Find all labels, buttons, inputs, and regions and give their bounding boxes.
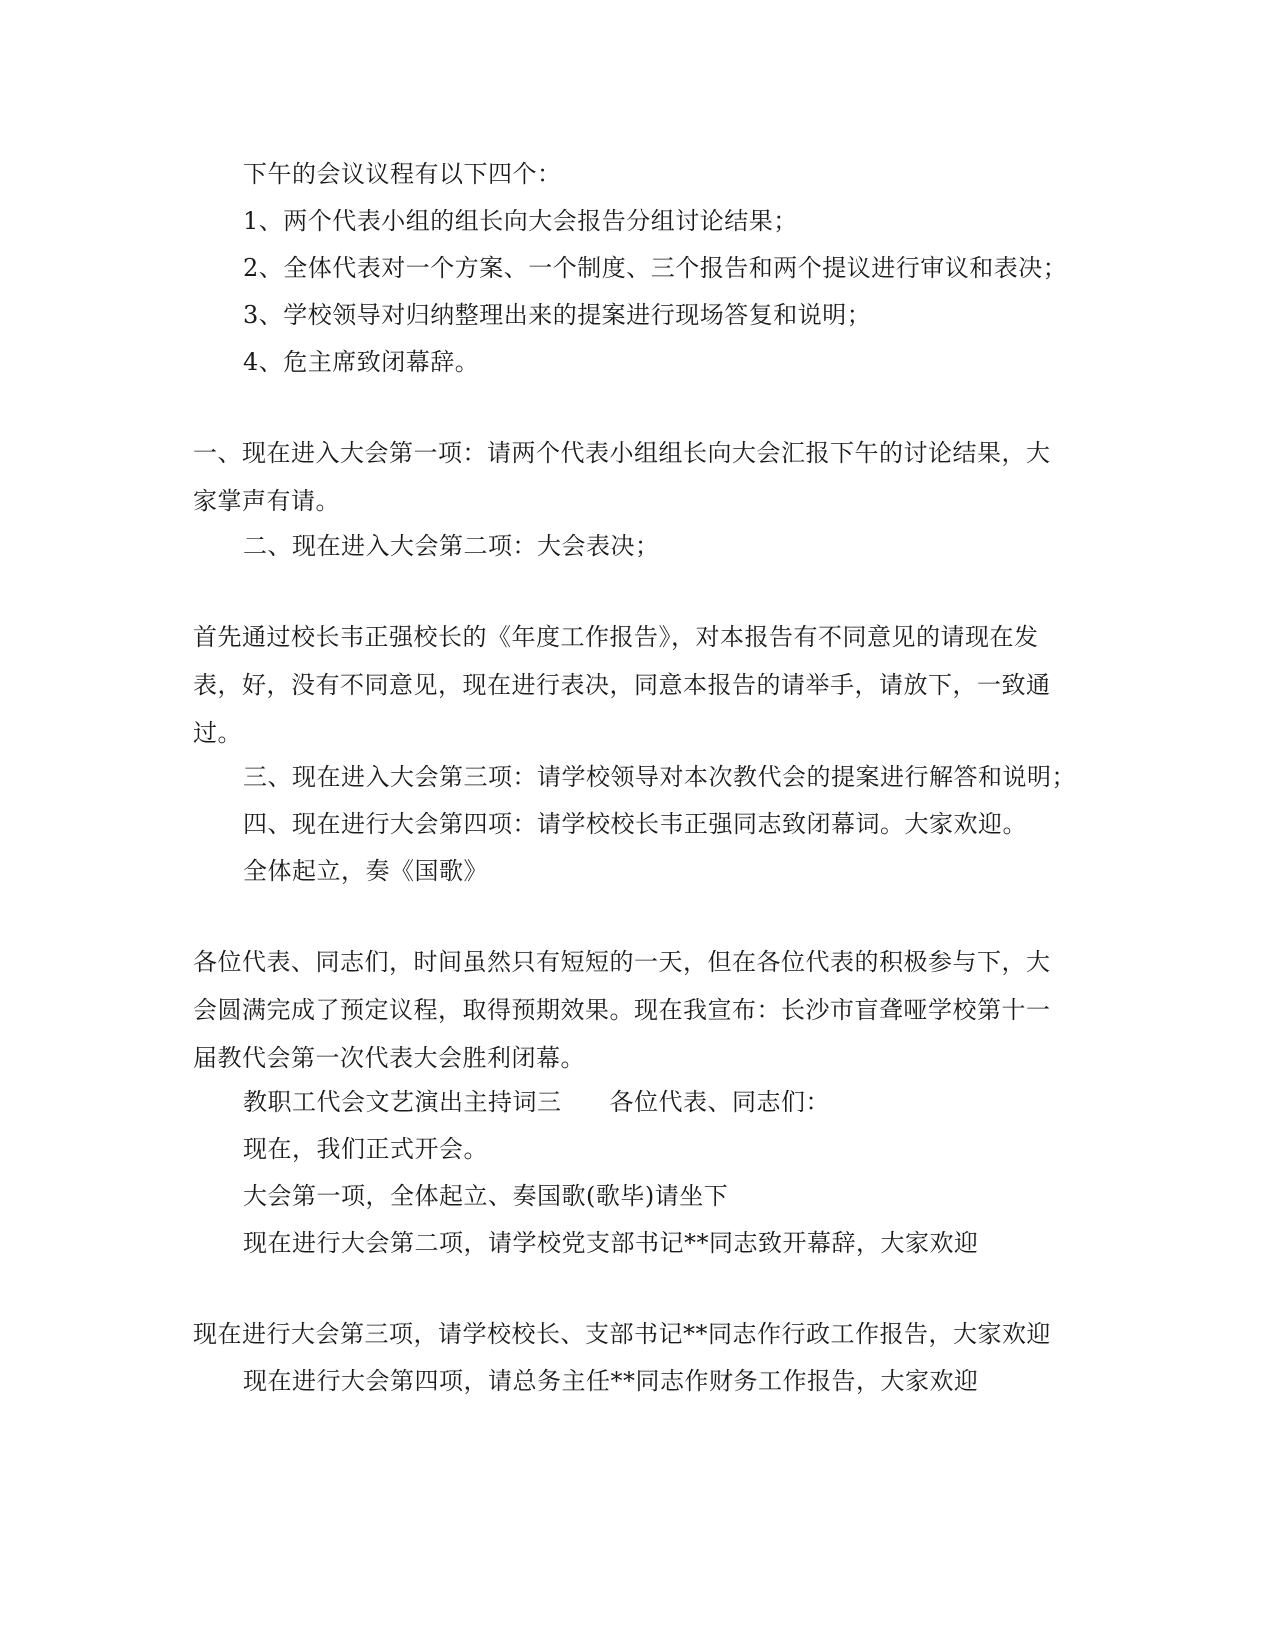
agenda-item-4: 4、危主席致闭幕辞。 [243, 348, 480, 376]
report-vote-paragraph: 首先通过校长韦正强校长的《年度工作报告》，对本报告有不同意见的请现在发表，好，没有不同意见，现在进行表决，同意本报告的请举手，请放下，一致通过。 [193, 623, 1051, 747]
section-four: 四、现在进行大会第四项：请学校校长韦正强同志致闭幕词。大家欢迎。 [243, 810, 1027, 838]
section-three: 三、现在进入大会第三项：请学校领导对本次教代会的提案进行解答和说明； [243, 763, 1076, 791]
section-two: 二、现在进入大会第二项：大会表决； [243, 532, 660, 560]
item-two-line: 现在进行大会第二项，请学校党支部书记**同志致开幕辞，大家欢迎 [243, 1229, 979, 1257]
script-title: 教职工代会文艺演出主持词三 [243, 1088, 562, 1116]
agenda-item-3: 3、学校领导对归纳整理出来的提案进行现场答复和说明； [243, 301, 872, 329]
agenda-item-1: 1、两个代表小组的组长向大会报告分组讨论结果； [243, 207, 798, 235]
closing-announcement: 各位代表、同志们，时间虽然只有短短的一天，但在各位代表的积极参与下，大会圆满完成了预定议程，取得预期效果。现在我宣布：长沙市盲聋哑学校第十一届教代会第一次代表大会胜利闭幕。 [193, 948, 1051, 1072]
agenda-intro: 下午的会议议程有以下四个： [243, 160, 562, 188]
script-title-line [243, 1078, 830, 1126]
national-anthem-line: 全体起立，奏《国歌》 [243, 857, 488, 885]
item-four-line: 现在进行大会第四项，请总务主任**同志作财务工作报告，大家欢迎 [243, 1367, 979, 1395]
greeting: 各位代表、同志们： [609, 1088, 830, 1116]
item-three-line: 现在进行大会第三项，请学校校长、支部书记**同志作行政工作报告，大家欢迎 [193, 1320, 1051, 1348]
section-one: 一、现在进入大会第一项：请两个代表小组组长向大会汇报下午的讨论结果，大家掌声有请。 [193, 439, 1051, 515]
item-one-line: 大会第一项，全体起立、奏国歌(歌毕)请坐下 [243, 1182, 729, 1210]
agenda-item-2: 2、全体代表对一个方案、一个制度、三个报告和两个提议进行审议和表决； [243, 254, 1068, 282]
opening-line: 现在，我们正式开会。 [243, 1135, 488, 1163]
